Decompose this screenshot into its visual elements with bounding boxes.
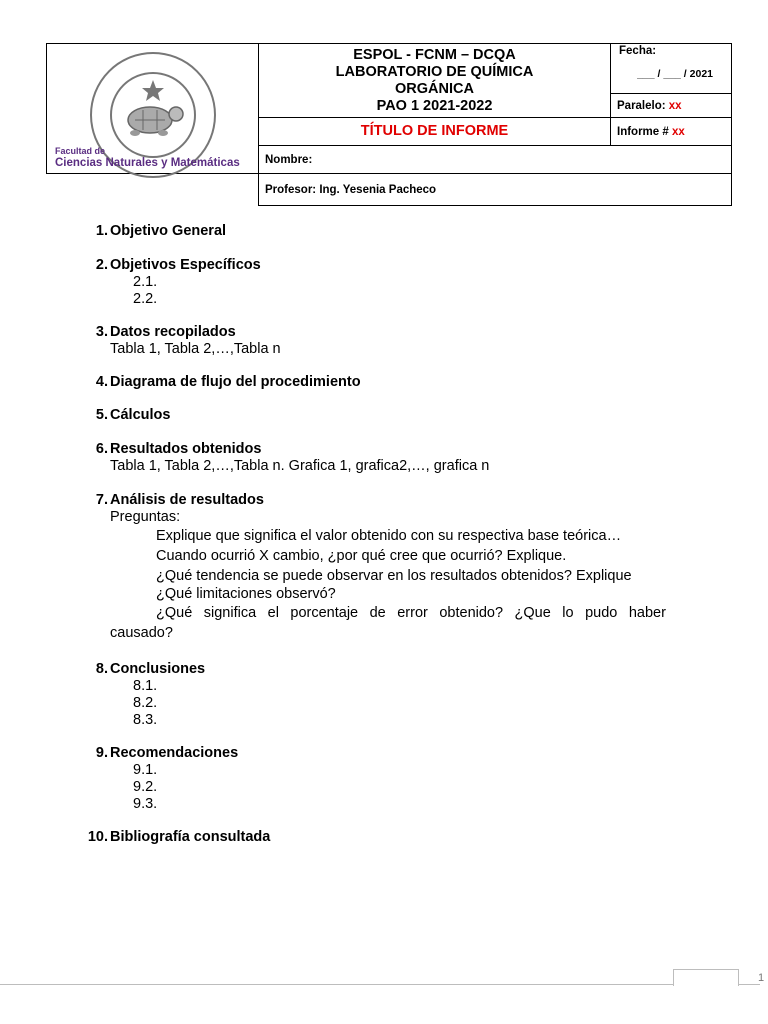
- section-title: Datos recopilados: [110, 324, 236, 340]
- report-title[interactable]: TÍTULO DE INFORME: [259, 118, 611, 146]
- section-number: 5.: [95, 407, 108, 423]
- footer-line: [0, 984, 760, 985]
- question: ¿Qué tendencia se puede observar en los resultados obtenidos? Explique: [156, 568, 632, 584]
- fecha-value[interactable]: ___ / ___ / 2021: [637, 68, 713, 80]
- question-justified: [156, 605, 666, 622]
- title-line: ORGÁNICA: [395, 80, 474, 97]
- informe-value[interactable]: xx: [671, 125, 685, 138]
- star-icon: [142, 80, 164, 101]
- title-line: LABORATORIO DE QUÍMICA: [335, 63, 534, 80]
- question-word: obtenido?: [439, 605, 504, 621]
- subsection: 8.1.: [133, 678, 158, 694]
- question-word: error: [397, 605, 428, 621]
- subsection: 2.2.: [133, 291, 158, 307]
- section-number: 7.: [95, 492, 108, 508]
- paralelo-value[interactable]: xx: [668, 99, 682, 112]
- section-number: 9.: [95, 745, 108, 761]
- subsection: 2.1.: [133, 274, 158, 290]
- question-word: el: [267, 605, 279, 621]
- section-title: Resultados obtenidos: [110, 441, 262, 457]
- section-text: Tabla 1, Tabla 2,…,Tabla n. Grafica 1, grafica2,…, grafica n: [110, 458, 490, 474]
- section-title: Objetivos Específicos: [110, 257, 261, 273]
- informe-label: Informe #: [617, 125, 669, 138]
- subsection: 8.2.: [133, 695, 158, 711]
- section-number: 1.: [95, 223, 108, 239]
- section-number: 6.: [95, 441, 108, 457]
- question-word: de: [369, 605, 386, 621]
- faculty-line2: Ciencias Naturales y Matemáticas: [55, 157, 240, 169]
- section-title: Bibliografía consultada: [110, 829, 271, 845]
- section-text: Preguntas:: [110, 509, 181, 525]
- report-header-title: [259, 44, 611, 118]
- section-number: 2.: [95, 257, 108, 273]
- question-word: ¿Que: [514, 605, 551, 621]
- section-title: Objetivo General: [110, 223, 227, 239]
- question-word: ¿Qué: [156, 605, 193, 621]
- footer-box: [673, 969, 739, 986]
- profesor-field: Profesor: Ing. Yesenia Pacheco: [259, 174, 732, 206]
- title-line: PAO 1 2021-2022: [376, 97, 493, 114]
- page-number: 1: [758, 972, 765, 984]
- section-text: Tabla 1, Tabla 2,…,Tabla n: [110, 341, 281, 357]
- paralelo-cell[interactable]: [611, 94, 732, 118]
- question: Explique que significa el valor obtenido con su respectiva base teórica…: [156, 528, 622, 544]
- informe-cell[interactable]: [611, 118, 732, 146]
- question-word: lo: [562, 605, 574, 621]
- subsection: 9.1.: [133, 762, 158, 778]
- section-number: 10.: [87, 829, 108, 845]
- section-number: 8.: [95, 661, 108, 677]
- section-number: 3.: [95, 324, 108, 340]
- section-number: 4.: [95, 374, 108, 390]
- question: ¿Qué limitaciones observó?: [156, 586, 336, 602]
- paralelo-label: Paralelo:: [617, 99, 666, 112]
- section-title: Cálculos: [110, 407, 171, 423]
- question-word: significa: [203, 605, 257, 621]
- nombre-field[interactable]: Nombre:: [259, 146, 732, 174]
- header-table: [46, 43, 732, 206]
- question-continuation: causado?: [110, 625, 173, 641]
- question: Cuando ocurrió X cambio, ¿por qué cree que ocurrió? Explique.: [156, 548, 567, 564]
- faculty-name: [55, 145, 240, 169]
- title-line: ESPOL - FCNM – DCQA: [353, 46, 516, 63]
- logo-cell: [47, 44, 259, 174]
- subsection: 9.2.: [133, 779, 158, 795]
- subsection: 9.3.: [133, 796, 158, 812]
- question-word: pudo: [585, 605, 618, 621]
- fecha-label: Fecha:: [619, 45, 657, 57]
- faculty-line1: Facultad de: [55, 146, 106, 156]
- section-title: Análisis de resultados: [110, 492, 264, 508]
- subsection: 8.3.: [133, 712, 158, 728]
- section-title: Recomendaciones: [110, 745, 239, 761]
- question-word: haber: [628, 605, 666, 621]
- section-title: Conclusiones: [110, 661, 206, 677]
- question-word: porcentaje: [290, 605, 359, 621]
- section-title: Diagrama de flujo del procedimiento: [110, 374, 361, 390]
- fecha-cell[interactable]: [611, 44, 732, 94]
